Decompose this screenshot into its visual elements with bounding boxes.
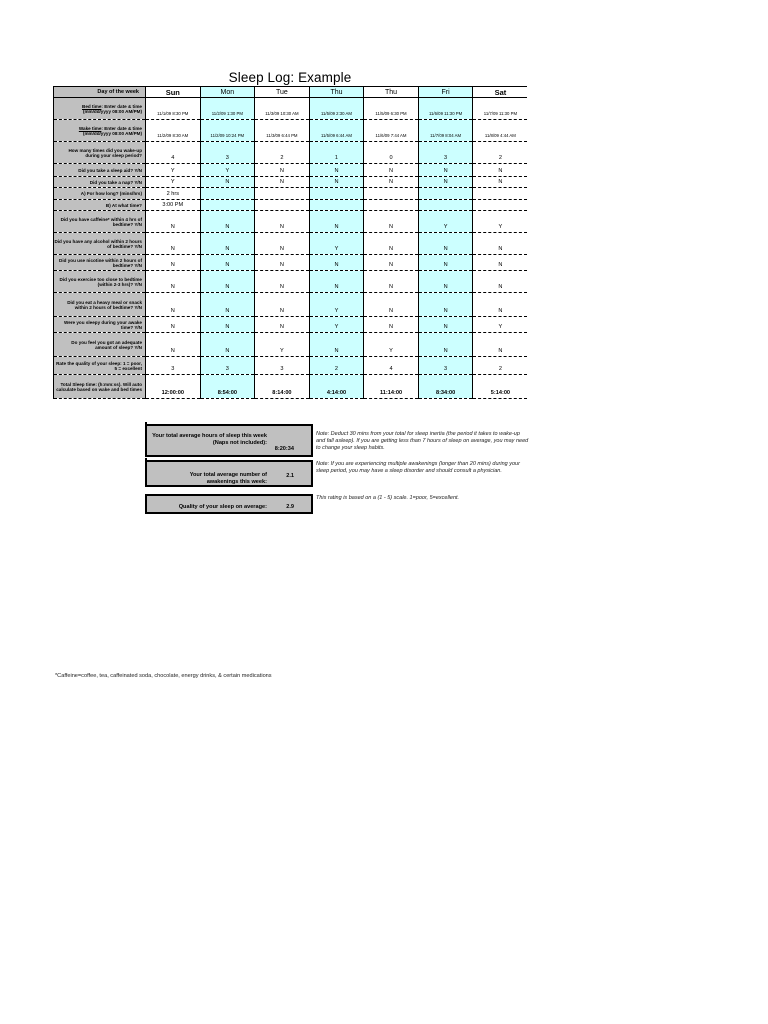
log-row [54,164,528,177]
log-cell[interactable]: N [418,177,473,188]
average-hours-box [145,424,313,457]
log-cell[interactable]: N [255,255,310,271]
log-cell[interactable]: 11/2/09 1:30 PM [200,98,255,120]
row-question-label: Total Sleep time: (h:mm:ss). Will auto calculate based on wake and bed times [54,375,146,399]
log-cell[interactable]: 12:00:00 [146,375,201,399]
sleep-log-table [53,86,527,399]
log-cell[interactable]: 3 [200,357,255,375]
log-cell[interactable]: Y [146,164,201,177]
log-row [54,142,528,164]
log-cell[interactable]: 2 [309,357,364,375]
log-cell[interactable]: 11:14:00 [364,375,419,399]
log-row [54,188,528,200]
log-cell[interactable] [473,188,528,200]
log-cell[interactable]: N [255,164,310,177]
log-cell[interactable]: 4 [146,142,201,164]
log-cell[interactable] [255,188,310,200]
log-cell[interactable]: N [473,164,528,177]
log-cell[interactable]: N [473,293,528,317]
row-question-label [54,120,146,142]
log-cell[interactable]: 11/5/09 6:30 PM [364,98,419,120]
log-cell[interactable]: N [146,333,201,357]
log-cell[interactable]: 2 [473,142,528,164]
log-cell[interactable]: Y [364,333,419,357]
log-row [54,98,528,120]
log-cell[interactable]: N [309,177,364,188]
log-cell[interactable]: N [364,233,419,255]
log-cell[interactable]: 1 [309,142,364,164]
log-cell[interactable]: N [364,211,419,233]
log-cell[interactable]: 3 [146,357,201,375]
log-cell[interactable]: Y [255,333,310,357]
log-cell[interactable]: 0 [364,142,419,164]
log-cell[interactable]: N [364,317,419,333]
log-cell[interactable]: 3 [255,357,310,375]
log-cell[interactable]: N [309,271,364,293]
log-cell[interactable]: N [146,255,201,271]
log-cell[interactable] [200,200,255,211]
log-cell[interactable] [418,188,473,200]
log-cell[interactable]: N [473,271,528,293]
log-row [54,293,528,317]
log-cell[interactable]: 2 [473,357,528,375]
row-question-label: Did you have caffeine* within 4 hrs of bedtime? Y/N [54,211,146,233]
log-cell[interactable]: Y [473,317,528,333]
log-cell[interactable]: N [146,211,201,233]
log-cell[interactable]: 11/7/09 11:30 PM [473,98,528,120]
day-header: Sun [146,87,201,98]
log-cell[interactable]: N [255,211,310,233]
row-question-label: How many times did you wake-up during your sleep period? [54,142,146,164]
row-question-label: Did you take a sleep aid? Y/N [54,164,146,177]
row-question-text: : Enter date & time (mm/dd/yyyy 08:00 AM/PM) [82,103,142,114]
log-cell[interactable]: 3 [418,357,473,375]
log-cell[interactable]: N [200,317,255,333]
log-cell[interactable]: 11/2/09 8:30 AM [146,120,201,142]
log-cell[interactable] [418,200,473,211]
log-cell[interactable]: 3:00 PM [146,200,201,211]
row-question-label: Rate the quality of your sleep: 1 = poor, 5 = excellent [54,357,146,375]
log-row [54,357,528,375]
row-question-label: A) For how long? (mins/hrs) [54,188,146,200]
rating-scale-note: This rating is based on a (1 - 5) scale. 1=poor, 5=excellent. [316,495,460,501]
log-row [54,255,528,271]
day-header: Thu [309,87,364,98]
row-question-label: Were you sleepy during your awake time? Y/N [54,317,146,333]
log-cell[interactable]: 11/5/09 2:30 AM [309,98,364,120]
day-header: Sat [473,87,528,98]
log-cell[interactable]: 3 [418,142,473,164]
log-cell[interactable]: N [200,293,255,317]
log-cell[interactable]: 11/5/09 6:44 AM [309,120,364,142]
log-cell[interactable] [364,188,419,200]
row-question-text: : Enter date & time (mm/dd/yyyy 08:00 AM/PM) [82,125,142,136]
log-row [54,233,528,255]
log-cell[interactable]: N [364,177,419,188]
log-row [54,200,528,211]
log-cell[interactable]: N [200,177,255,188]
log-cell[interactable]: N [146,317,201,333]
row-question-label: B) At what time? [54,200,146,211]
log-cell[interactable]: Y [309,233,364,255]
row-question-label: Did you exercise too close to bedtime (within 2-3 hrs)? Y/N [54,271,146,293]
row-question-keyword: Bed time [82,103,102,109]
log-cell[interactable]: N [364,164,419,177]
log-cell[interactable]: N [418,255,473,271]
log-cell[interactable]: 4 [364,357,419,375]
day-header: Thu [364,87,419,98]
row-question-keyword: Wake time [78,125,102,131]
log-cell[interactable]: Y [418,211,473,233]
log-cell[interactable]: N [309,211,364,233]
day-header: Tue [255,87,310,98]
row-question-label: Did you take a nap? Y/N [54,177,146,188]
log-cell[interactable]: N [309,164,364,177]
log-cell[interactable]: Y [309,317,364,333]
log-cell[interactable]: N [146,271,201,293]
log-cell[interactable]: 4:14:00 [309,375,364,399]
log-cell[interactable]: N [146,233,201,255]
log-row [54,333,528,357]
log-cell[interactable]: 3 [200,142,255,164]
log-cell[interactable]: 8:54:00 [200,375,255,399]
log-cell[interactable]: N [418,333,473,357]
sleep-inertia-note: Note: Deduct 30 mins from your total for sleep inertia (the period it takes to wake-up and fall asleep). If you are getting less than 7 hours of sleep on average, you may need to change your sleep habits. [316,431,529,451]
row-question-label: Do you feel you got an adequate amount of sleep? Y/N [54,333,146,357]
log-cell[interactable]: 11/7/09 8:04 AM [418,120,473,142]
caffeine-footnote: *Caffeine=coffee, tea, caffeinated soda, chocolate, energy drinks, & certain medications [55,673,272,679]
log-cell[interactable]: 11/8/09 4:44 AM [473,120,528,142]
log-cell[interactable] [473,200,528,211]
log-cell[interactable]: 8:34:00 [418,375,473,399]
log-row [54,211,528,233]
row-question-label: Did you have any alcohol within 2 hours of bedtime? Y/N [54,233,146,255]
log-cell[interactable]: N [418,317,473,333]
log-cell[interactable] [309,200,364,211]
log-cell[interactable]: N [473,177,528,188]
log-cell[interactable]: N [364,255,419,271]
row-question-label: Did you use nicotine within 2 hours of bedtime? Y/N [54,255,146,271]
average-awakenings-label: Your total average number of awakenings this week: [189,472,267,485]
log-cell[interactable]: 11/2/09 10:24 PM [200,120,255,142]
log-cell[interactable]: 2 [255,142,310,164]
log-cell[interactable]: Y [200,164,255,177]
average-quality-label: Quality of your sleep on average: [178,504,267,510]
log-cell[interactable]: Y [309,293,364,317]
day-header: Mon [200,87,255,98]
log-cell[interactable]: 5:14:00 [473,375,528,399]
log-cell[interactable]: 11/6/09 7:44 AM [364,120,419,142]
log-cell[interactable]: N [200,333,255,357]
log-cell[interactable] [309,188,364,200]
log-cell[interactable]: 11/1/09 8:30 PM [146,98,201,120]
log-cell[interactable]: N [473,233,528,255]
log-cell[interactable]: 2 hrs [146,188,201,200]
row-question-label: Did you eat a heavy meal or snack within 2 hours of bedtime? Y/N [54,293,146,317]
log-row [54,120,528,142]
log-cell[interactable]: N [200,233,255,255]
log-cell[interactable]: N [255,271,310,293]
log-cell[interactable]: Y [146,177,201,188]
log-cell[interactable] [364,200,419,211]
log-cell[interactable]: N [473,255,528,271]
log-cell[interactable]: N [200,255,255,271]
average-awakenings-value: 2.1 [286,472,294,479]
average-hours-label: Your total average hours of sleep this week (Naps not included): [152,433,267,446]
log-cell[interactable]: Y [473,211,528,233]
awakenings-note: Note: If you are experiencing multiple awakenings (longer than 20 mins) during your sleep period, you may have a sleep disorder and should consult a physician. [316,461,520,474]
log-cell[interactable]: N [146,293,201,317]
log-cell[interactable]: 11/3/09 10:30 AM [255,98,310,120]
log-cell[interactable]: N [255,177,310,188]
log-cell[interactable]: N [418,233,473,255]
log-row [54,177,528,188]
log-cell[interactable]: N [309,255,364,271]
log-cell[interactable]: N [364,271,419,293]
day-header-label: Day of the week [54,87,146,98]
log-cell[interactable]: N [200,271,255,293]
log-cell[interactable]: N [255,317,310,333]
log-row [54,375,528,399]
log-cell[interactable] [255,200,310,211]
average-awakenings-box [145,460,313,487]
log-cell[interactable]: N [418,271,473,293]
log-cell[interactable]: N [473,333,528,357]
day-header-row [54,87,528,98]
page-title: Sleep Log: Example [228,70,352,85]
log-cell[interactable]: N [418,164,473,177]
log-cell[interactable] [200,188,255,200]
log-cell[interactable]: N [255,293,310,317]
log-cell[interactable]: 11/6/09 11:30 PM [418,98,473,120]
log-cell[interactable]: N [309,333,364,357]
log-cell[interactable]: N [364,293,419,317]
log-row [54,271,528,293]
row-question-label [54,98,146,120]
day-header: Fri [418,87,473,98]
log-cell[interactable]: 8:14:00 [255,375,310,399]
log-cell[interactable]: N [418,293,473,317]
log-row [54,317,528,333]
average-quality-box [145,494,313,514]
log-cell[interactable]: 11/3/09 6:44 PM [255,120,310,142]
average-hours-value: 8:20:34 [274,445,294,452]
log-cell[interactable]: N [200,211,255,233]
log-cell[interactable]: N [255,233,310,255]
average-quality-value: 2.9 [286,504,294,510]
